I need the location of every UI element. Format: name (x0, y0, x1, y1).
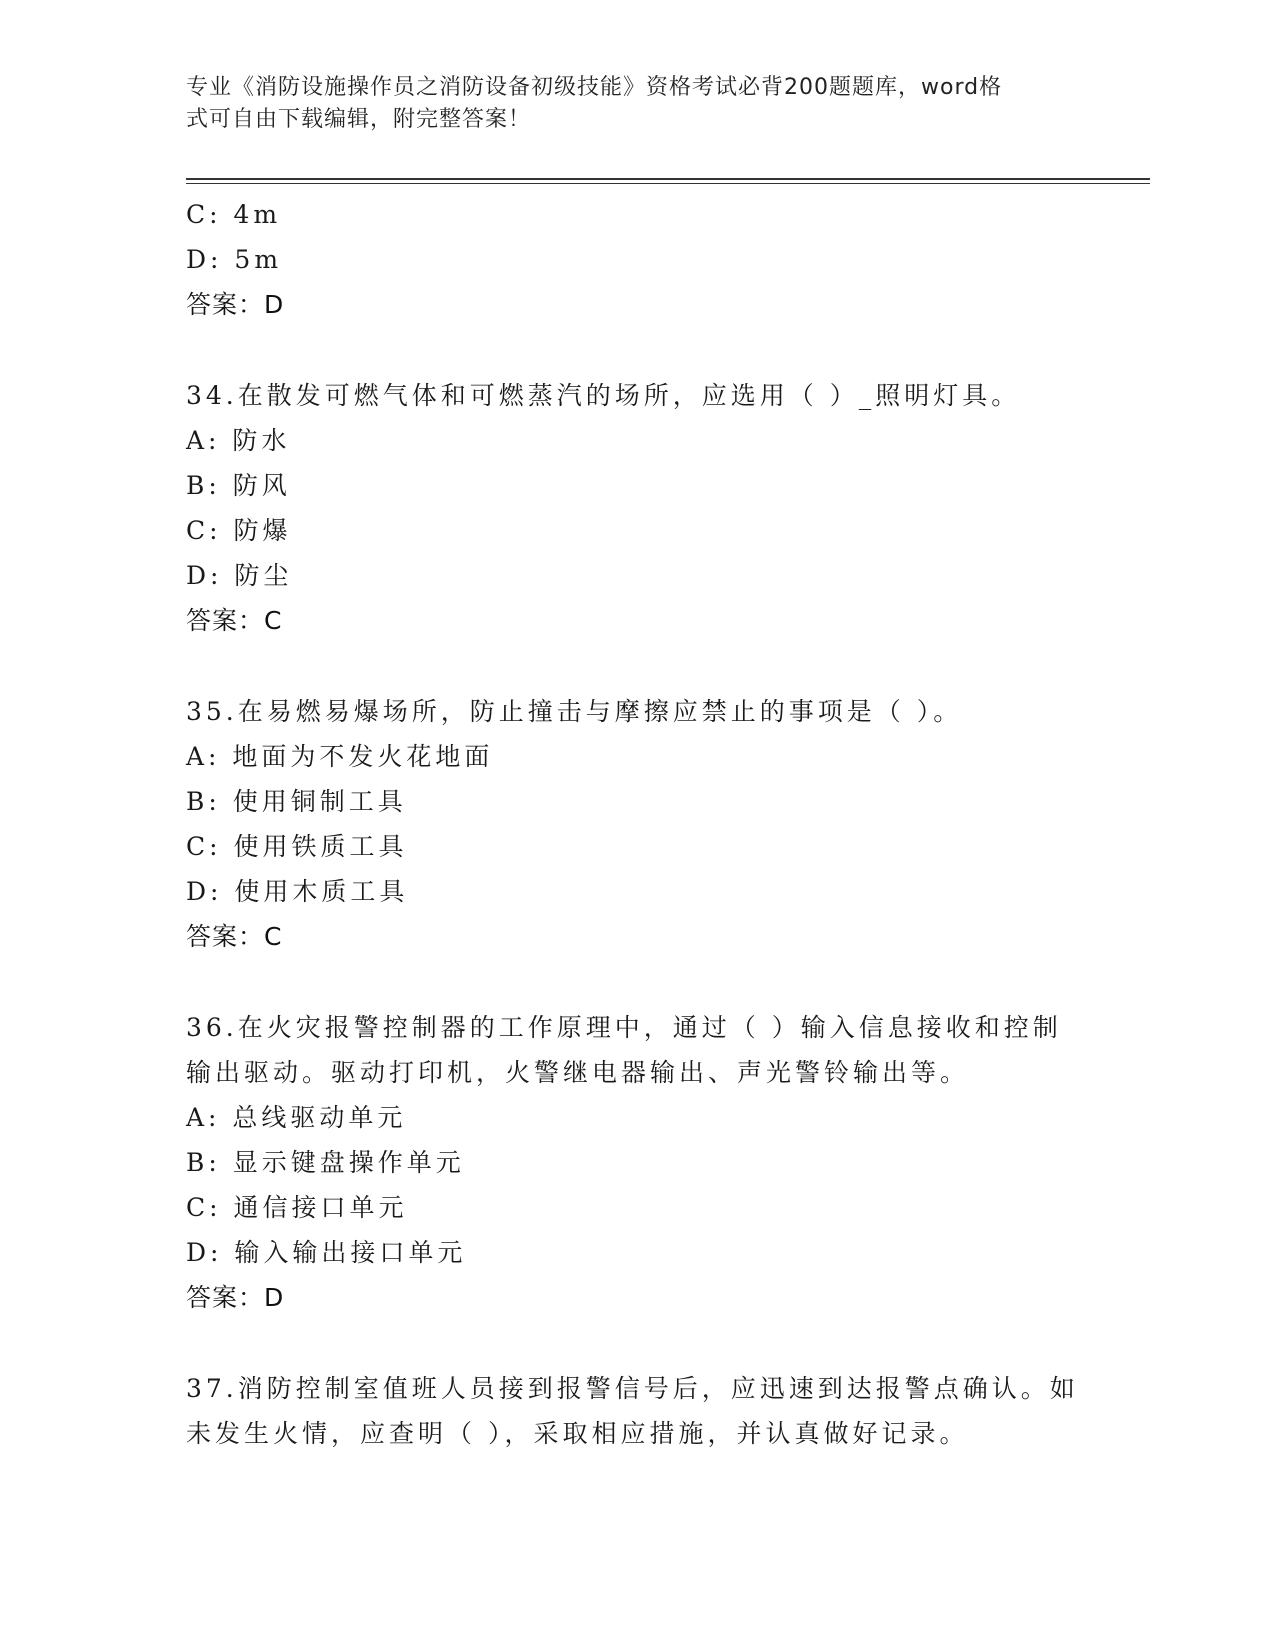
header-divider-thin (186, 183, 1150, 184)
question-stem-line-2: 输出驱动。驱动打印机，火警继电器输出、声光警铃输出等。 (186, 1058, 970, 1087)
option-a: A: 地面为不发火花地面 (186, 742, 494, 771)
option-d: D: 5m (186, 245, 283, 274)
question-stem-line-1: 37.消防控制室值班人员接到报警信号后，应迅速到达报警点确认。如 (186, 1374, 1079, 1403)
answer-line: 答案：D (186, 1283, 285, 1312)
question-stem: 35.在易燃易爆场所，防止撞击与摩擦应禁止的事项是（ ）。 (186, 697, 963, 726)
question-33-tail (186, 192, 1086, 327)
question-36 (186, 1005, 1086, 1320)
option-d: D: 输入输出接口单元 (186, 1238, 467, 1267)
answer-line: 答案：D (186, 290, 285, 319)
option-b: B: 使用铜制工具 (186, 787, 407, 816)
option-c: C: 通信接口单元 (186, 1193, 408, 1222)
option-a: A: 防水 (186, 426, 291, 455)
answer-line: 答案：C (186, 606, 283, 635)
option-c: C: 使用铁质工具 (186, 832, 408, 861)
question-34 (186, 373, 1086, 643)
option-b: B: 显示键盘操作单元 (186, 1148, 465, 1177)
question-35 (186, 689, 1086, 959)
document-header (186, 72, 1066, 136)
answer-line: 答案：C (186, 922, 283, 951)
question-37 (186, 1366, 1086, 1456)
option-d: D: 防尘 (186, 561, 293, 590)
option-c: C: 防爆 (186, 516, 292, 545)
option-a: A: 总线驱动单元 (186, 1103, 407, 1132)
header-divider-thick (186, 178, 1150, 180)
header-line-2: 式可自由下载编辑，附完整答案！ (186, 107, 532, 132)
question-stem: 34.在散发可燃气体和可燃蒸汽的场所，应选用（ ）_照明灯具。 (186, 381, 1021, 410)
header-line-1: 专业《消防设施操作员之消防设备初级技能》资格考试必背200题题库，word格 (186, 75, 1003, 100)
question-stem-line-1: 36.在火灾报警控制器的工作原理中，通过（ ）输入信息接收和控制 (186, 1013, 1062, 1042)
question-stem-line-2: 未发生火情，应查明（ ），采取相应措施，并认真做好记录。 (186, 1419, 969, 1448)
option-c: C: 4m (186, 200, 282, 229)
option-d: D: 使用木质工具 (186, 877, 409, 906)
question-list (186, 192, 1086, 1456)
option-b: B: 防风 (186, 471, 291, 500)
